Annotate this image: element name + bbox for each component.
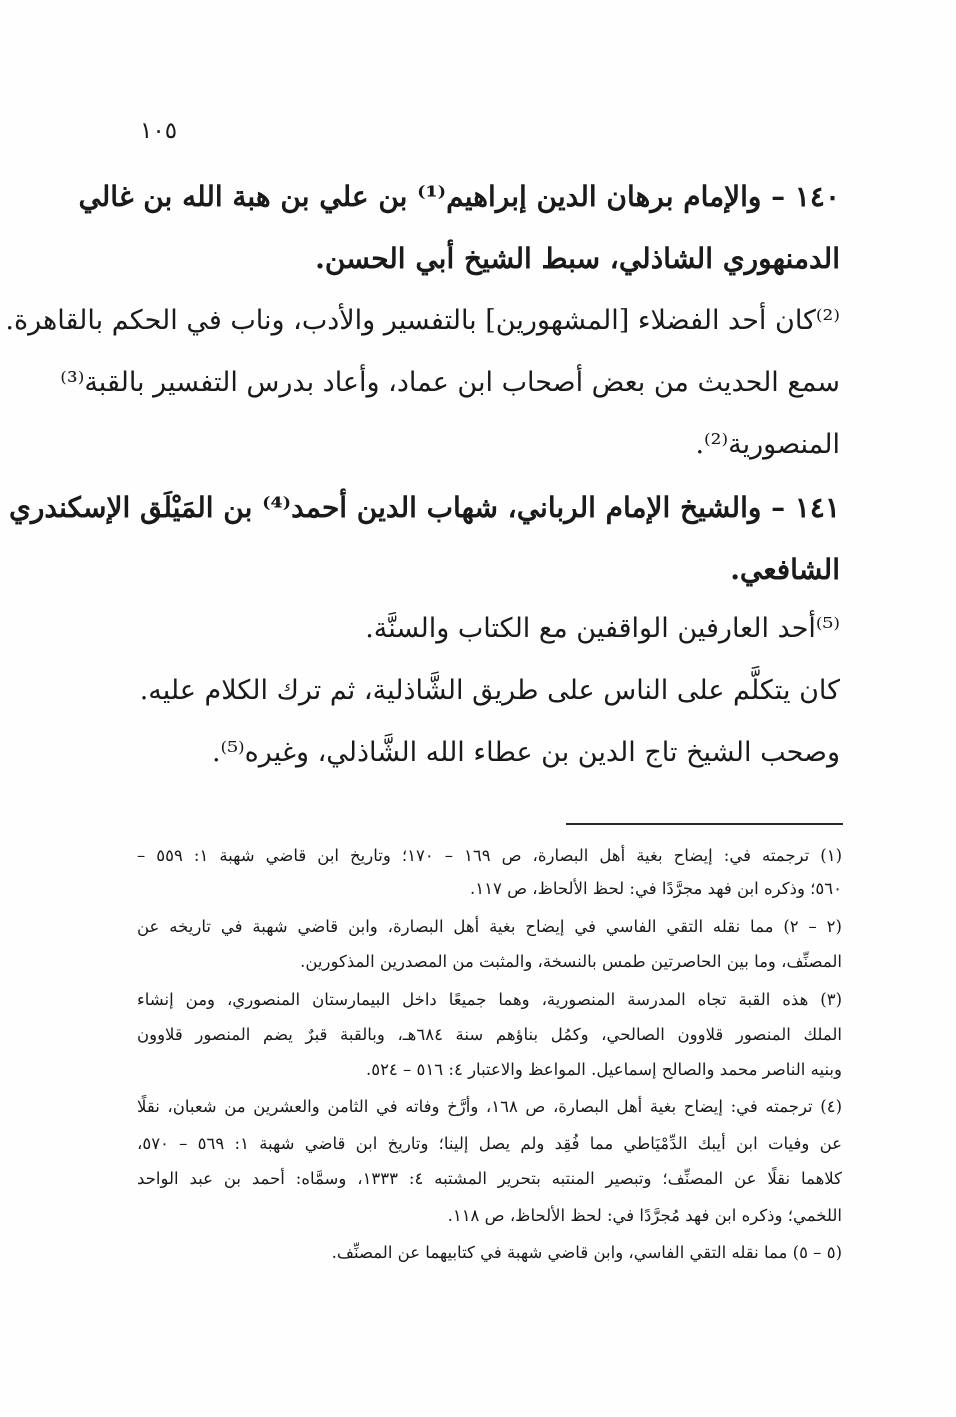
entry-140-body-line-2: سمع الحديث من بعض أصحاب ابن عماد، وأعاد بدرس التفسير بالقبة⁽³⁾ xyxy=(60,367,840,398)
entry-141-body-line-3: وصحب الشيخ تاج الدين بن عطاء الله الشَّاذلي، وغيره⁽⁵⁾. xyxy=(211,737,840,768)
entry-140-heading-line-1: ١٤٠ – والإمام برهان الدين إبراهيم⁽¹⁾ بن علي بن هبة الله بن غالي xyxy=(78,180,840,213)
entry-141-body-line-1: ⁽⁵⁾أحد العارفين الواقفين مع الكتاب والسنَّة. xyxy=(365,613,840,644)
footnote-3-line-3: وبنيه الناصر محمد والصالح إسماعيل. المواعظ والاعتبار ٤: ٥١٦ – ٥٢٤. xyxy=(365,1060,842,1079)
footnote-5-line-1: (٥ – ٥) مما نقله التقي الفاسي، وابن قاضي شهبة في كتابيهما عن المصنِّف. xyxy=(331,1243,842,1262)
footnote-1-line-1: (١) ترجمته في: إيضاح بغية أهل البصارة، ص ١٦٩ – ١٧٠؛ وتاريخ ابن قاضي شهبة ١: ٥٥٩ – xyxy=(137,846,842,865)
footnote-2-line-1: (٢ – ٢) مما نقله التقي الفاسي في إيضاح بغية أهل البصارة، وابن قاضي شهبة في تاريخه عن xyxy=(137,917,842,936)
footnote-4-line-1: (٤) ترجمته في: إيضاح بغية أهل البصارة، ص ١٦٨، وأرَّخ وفاته في الثامن والعشرين من شعبان، نقلًا xyxy=(137,1097,842,1116)
footnote-2-line-2: المصنِّف، وما بين الحاصرتين طمس بالنسخة، والمثبت من المصدرين المذكورين. xyxy=(300,952,842,971)
entry-140-body-line-1: ⁽²⁾كان أحد الفضلاء [المشهورين] بالتفسير والأدب، وناب في الحكم بالقاهرة. xyxy=(5,305,840,336)
footnote-4-line-3: كلاهما نقلًا عن المصنِّف؛ وتبصير المنتبه بتحرير المشتبه ٤: ١٣٣٣، وسمَّاه: أحمد بن عبد الواحد xyxy=(137,1169,842,1188)
entry-140-body-line-3: المنصورية⁽²⁾. xyxy=(695,429,840,460)
entry-141-body-line-2: كان يتكلَّم على الناس على طريق الشَّاذلية، ثم ترك الكلام عليه. xyxy=(139,675,840,706)
entry-141-heading-line-1: ١٤١ – والشيخ الإمام الرباني، شهاب الدين أحمد⁽⁴⁾ بن المَيْلَق الإسكندري xyxy=(8,491,840,524)
footnote-4-line-4: اللخمي؛ وذكره ابن فهد مُجرَّدًا في: لحظ الألحاظ، ص ١١٨. xyxy=(447,1206,842,1225)
footnote-3-line-2: الملك المنصور قلاوون الصالحي، وكمُل بناؤهم سنة ٦٨٤هـ، وبالقبة قبرٌ يضم المنصور قلاوون xyxy=(137,1025,842,1044)
page-number: ١٠٥ xyxy=(140,118,178,144)
footnote-3-line-1: (٣) هذه القبة تجاه المدرسة المنصورية، وهما جميعًا داخل البيمارستان المنصوري، ومن إنشاء xyxy=(137,990,842,1009)
footnote-4-line-2: عن وفيات ابن أيبك الدِّمْيَاطي مما فُقِد ولم يصل إلينا؛ وتاريخ ابن قاضي شهبة ١: ٥٦٩ – ٥٧٠، xyxy=(137,1134,842,1153)
entry-141-heading-line-2: الشافعي. xyxy=(730,553,840,586)
footnote-separator xyxy=(566,823,843,825)
entry-140-heading-line-2: الدمنهوري الشاذلي، سبط الشيخ أبي الحسن. xyxy=(315,242,840,275)
footnote-1-line-2: ٥٦٠؛ وذكره ابن فهد مجرَّدًا في: لحظ الألحاظ، ص ١١٧. xyxy=(470,879,842,898)
